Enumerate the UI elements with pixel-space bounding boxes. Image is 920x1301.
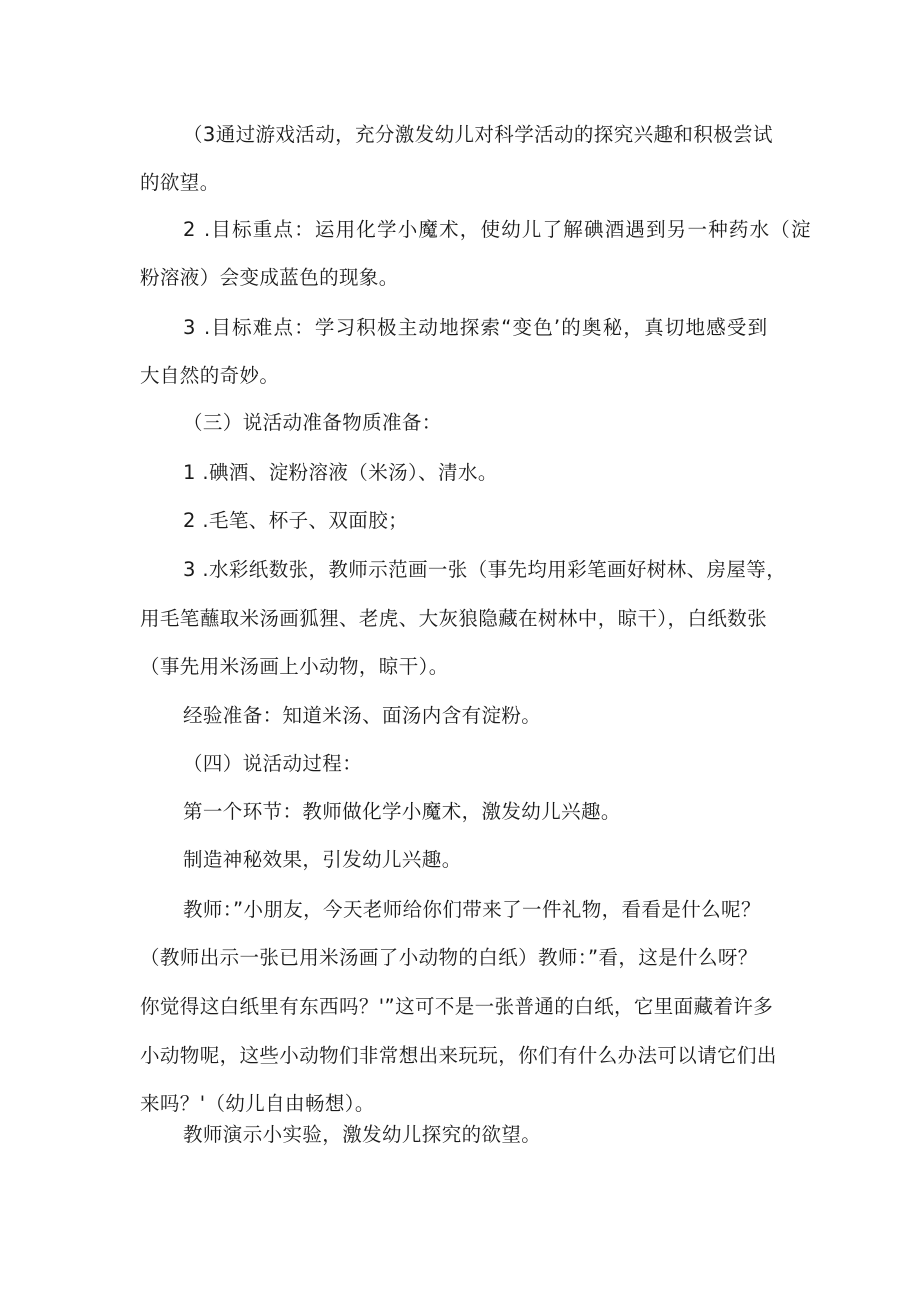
paragraph-line: （事先用米汤画上小动物，晾干）。 (140, 655, 449, 678)
paragraph-line: 3 .目标难点：学习积极主动地探索“变色’的奥秘，真切地感受到 (183, 316, 769, 339)
paragraph-line: 第一个环节：教师做化学小魔术，激发幼儿兴趣。 (183, 800, 621, 823)
paragraph-line: 经验准备：知道米汤、面汤内含有淀粉。 (183, 704, 542, 727)
paragraph-line: 你觉得这白纸里有东西吗？'”这可不是一张普通的白纸，它里面藏着许多 (140, 995, 774, 1018)
paragraph-line: 用毛笔蘸取米汤画狐狸、老虎、大灰狼隐藏在树林中，晾干），白纸数张 (140, 607, 768, 630)
section-heading: （四）说活动过程： (183, 752, 363, 775)
paragraph-line: 的欲望。 (140, 171, 220, 194)
paragraph-line: 教师：”小朋友，今天老师给你们带来了一件礼物，看看是什么呢？ (183, 898, 761, 921)
list-item: 2 .毛笔、杯子、双面胶； (183, 509, 409, 532)
paragraph-line: 粉溶液）会变成蓝色的现象。 (140, 266, 399, 289)
paragraph-line: （3通过游戏活动，充分激发幼儿对科学活动的探究兴趣和积极尝试 (183, 123, 773, 146)
paragraph-line: 2 .目标重点：运用化学小魔术，使幼儿了解碘酒遇到另一种药水（淀 (183, 218, 812, 241)
paragraph-line: 来吗？'（幼儿自由畅想）。 (140, 1092, 375, 1115)
paragraph-line: （教师出示一张已用米汤画了小动物的白纸）教师：”看，这是什么呀？ (140, 946, 758, 969)
list-item: 3 .水彩纸数张，教师示范画一张（事先均用彩笔画好树林、房屋等， (183, 558, 787, 581)
paragraph-line: 制造神秘效果，引发幼儿兴趣。 (183, 848, 462, 871)
paragraph-line: 小动物呢，这些小动物们非常想出来玩玩，你们有什么办法可以请它们出 (140, 1044, 777, 1067)
list-item: 1 .碘酒、淀粉溶液（米汤）、清水。 (183, 461, 498, 484)
paragraph-line: 大自然的奇妙。 (140, 364, 280, 387)
paragraph-line: 教师演示小实验，激发幼儿探究的欲望。 (183, 1123, 542, 1146)
section-heading: （三）说活动准备物质准备： (183, 411, 442, 434)
